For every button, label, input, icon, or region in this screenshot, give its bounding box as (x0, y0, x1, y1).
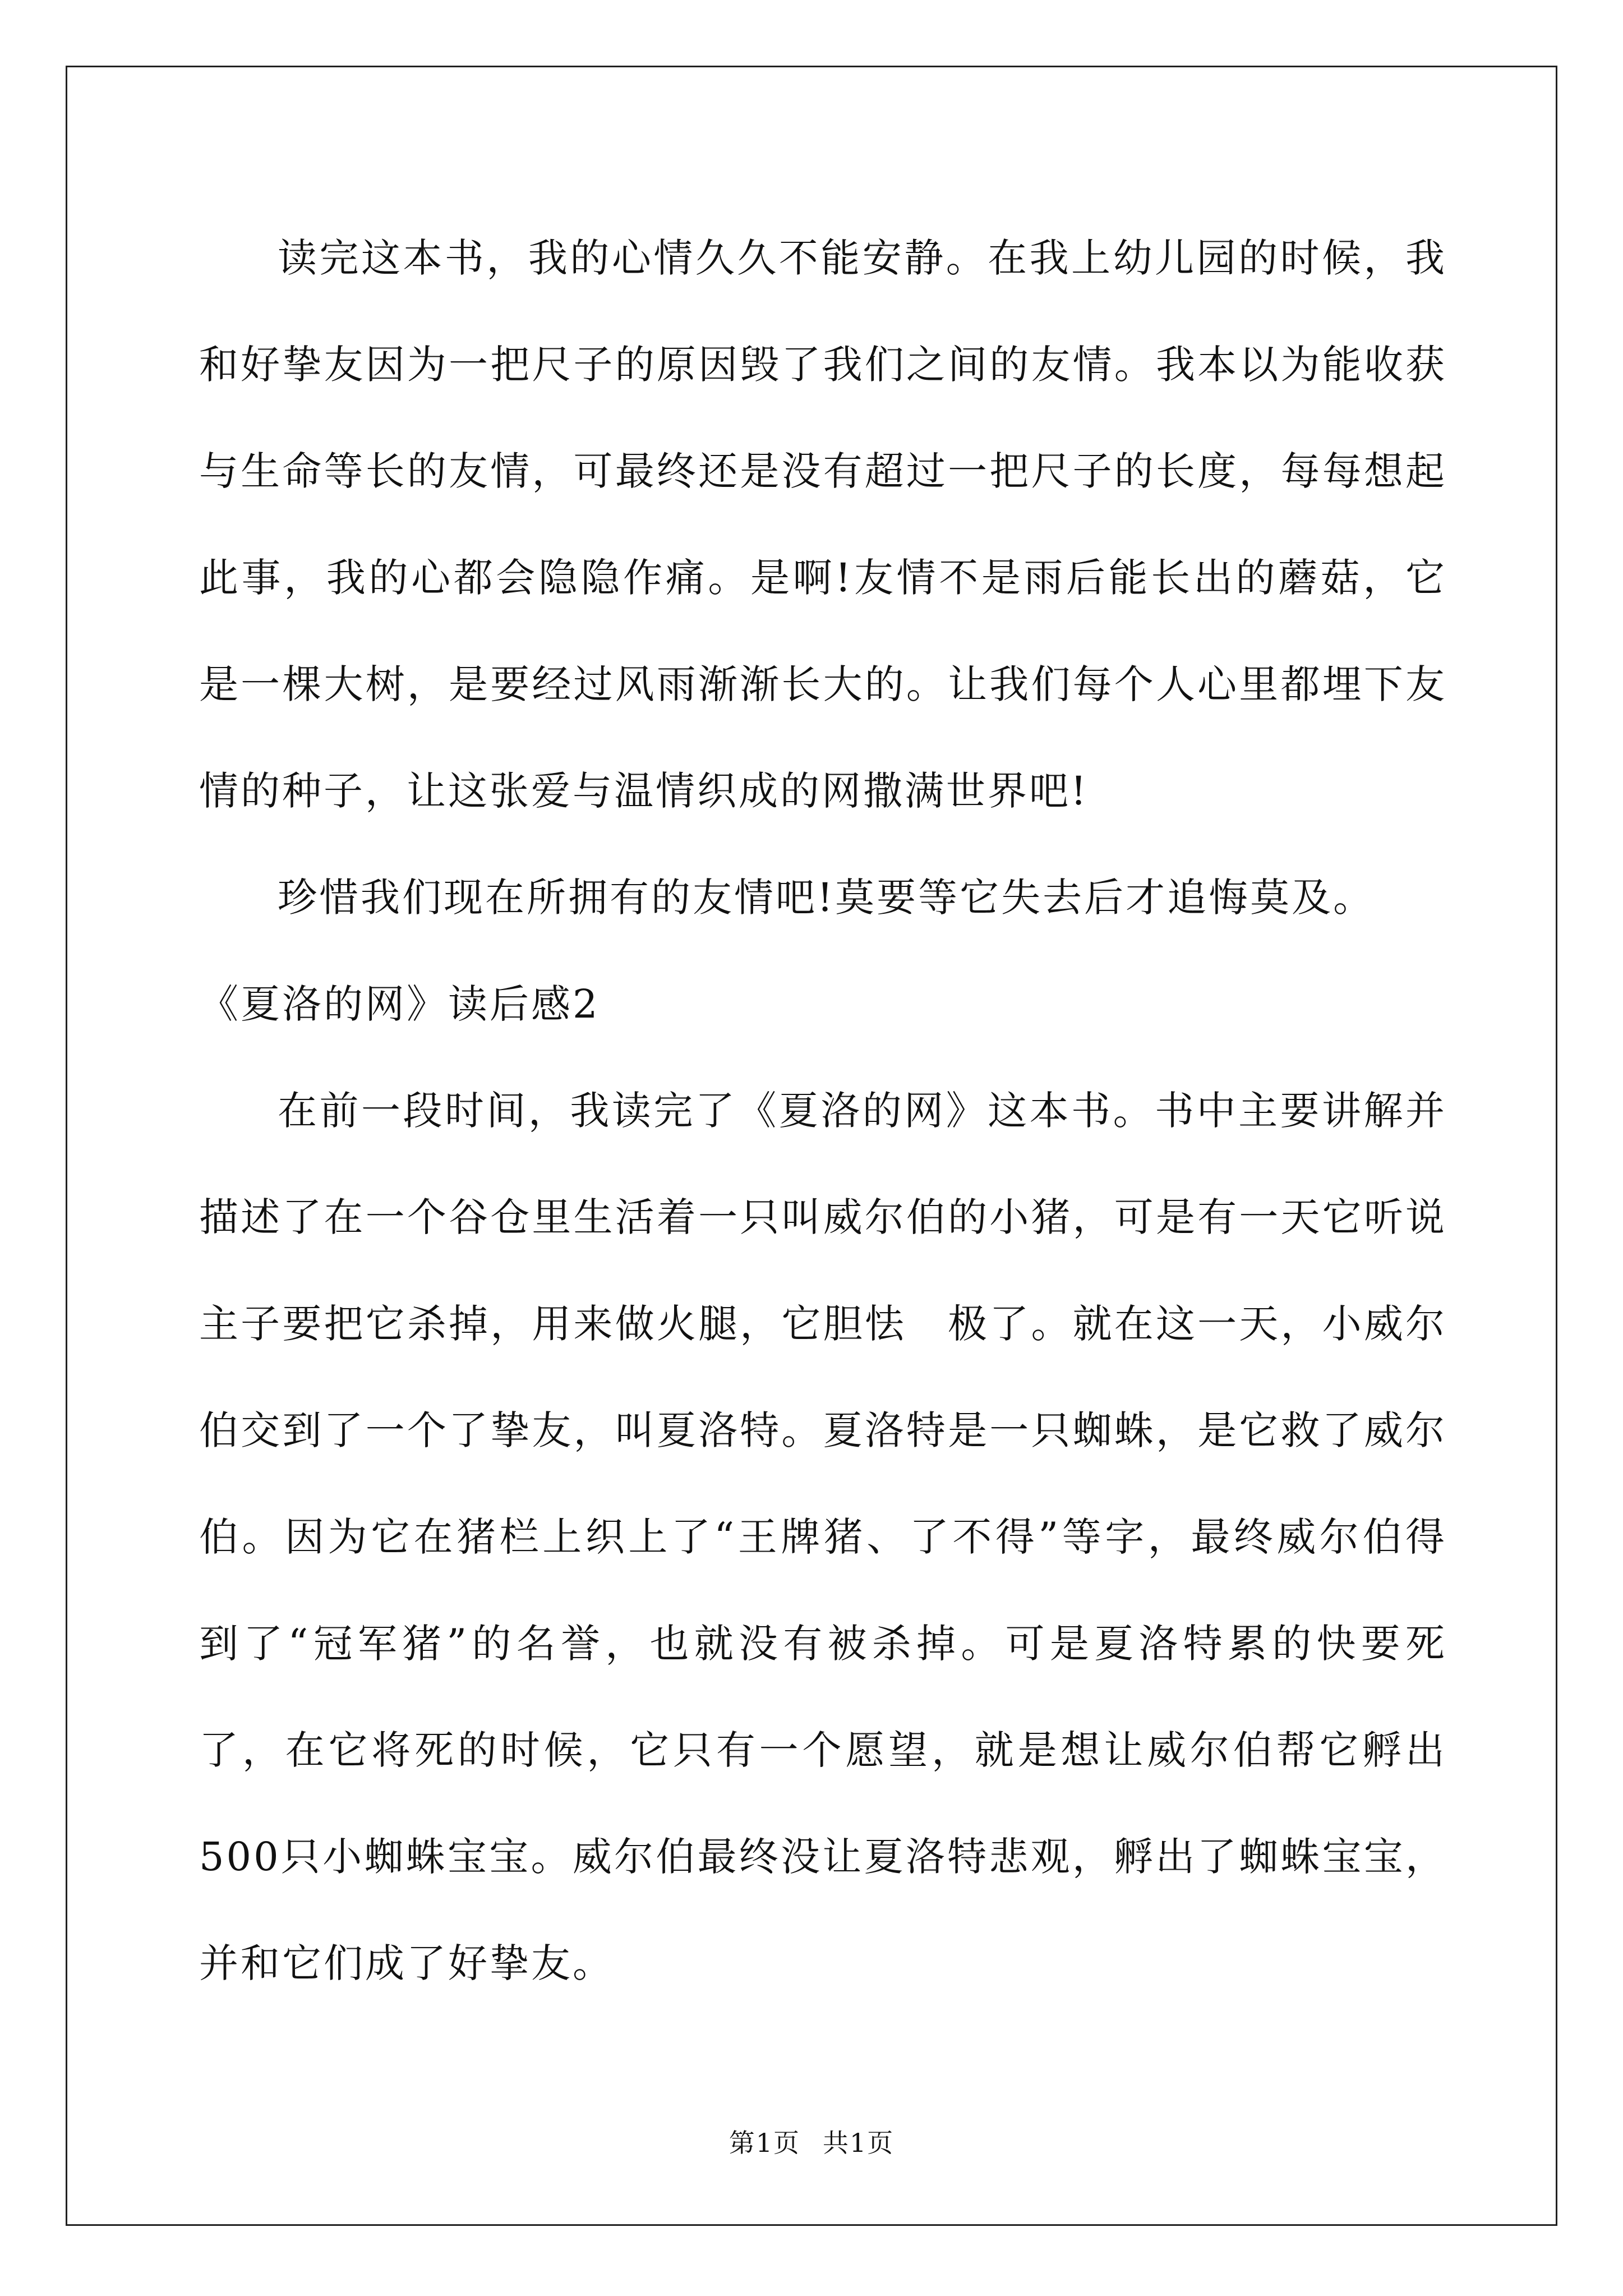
document-body (199, 205, 1447, 2017)
page-number-total: 共1页 (823, 2128, 895, 2158)
body-paragraph: 读完这本书，我的心情久久不能安静。在我上幼儿园的时候，我和好挚友因为一把尺子的原因毁了我们之间的友情。我本以为能收获与生命等长的友情，可最终还是没有超过一把尺子的长度，每每想起此事，我的心都会隐隐作痛。是啊!友情不是雨后能长出的蘑菇，它是一棵大树，是要经过风雨渐渐长大的。让我们每个人心里都埋下友情的种子，让这张爱与温情织成的网撒满世界吧! (199, 235, 1447, 814)
body-paragraph: 珍惜我们现在所拥有的友情吧!莫要等它失去后才追悔莫及。 (278, 875, 1375, 921)
page-footer (0, 2126, 1623, 2160)
page-number-current: 第1页 (728, 2128, 800, 2158)
section-heading: 《夏洛的网》读后感2 (199, 981, 600, 1027)
body-paragraph: 在前一段时间，我读完了《夏洛的网》这本书。书中主要讲解并描述了在一个谷仓里生活着一只叫威尔伯的小猪，可是有一天它听说主子要把它杀掉，用来做火腿，它胆怯 极了。就在这一天，小威尔伯交到了一个了挚友，叫夏洛特。夏洛特是一只蜘蛛，是它救了威尔伯。因为它在猪栏上织上了“王牌猪、了不得”等字，最终威尔伯得到了“冠军猪”的名誉，也就没有被杀掉。可是夏洛特累的快要死了，在它将死的时候，它只有一个愿望，就是想让威尔伯帮它孵出500只小蜘蛛宝宝。威尔伯最终没让夏洛特悲观，孵出了蜘蛛宝宝，并和它们成了好挚友。 (199, 1088, 1447, 1986)
